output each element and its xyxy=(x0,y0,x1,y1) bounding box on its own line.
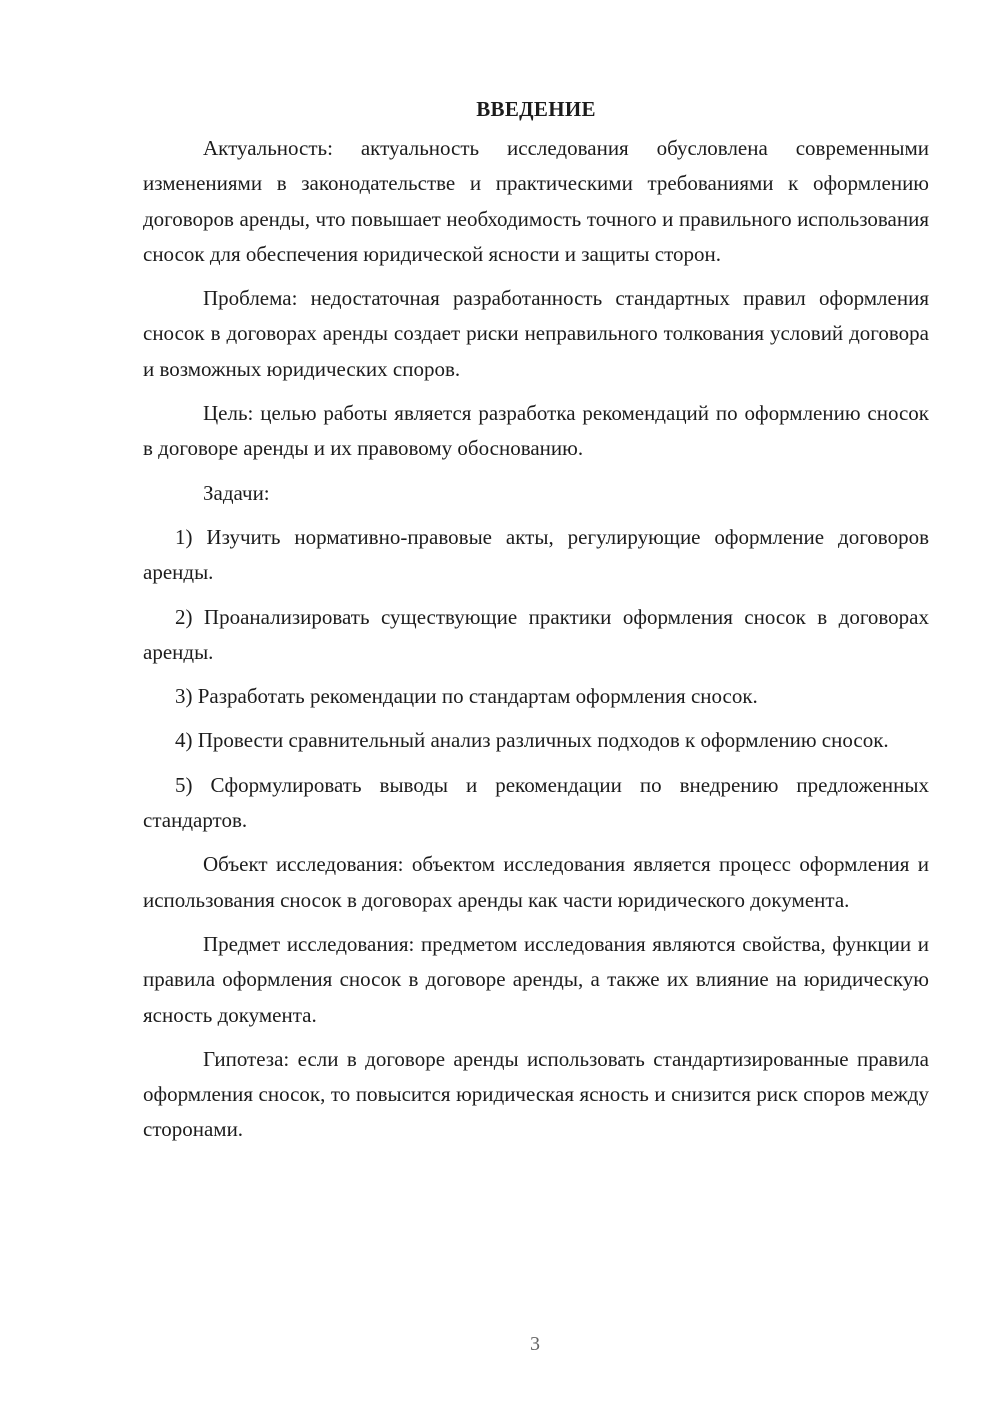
task-item-2: 2) Проанализировать существующие практики оформления сносок в договорах аренды. xyxy=(143,604,929,664)
task-item-3: 3) Разработать рекомендации по стандартам оформления сносок. xyxy=(175,684,758,709)
paragraph-relevance: Актуальность: актуальность исследования обусловлена современными изменениями в законодательстве и практическими требованиями к оформлению договоров аренды, что повышает необходимость точного и правильного использования сносок для обеспечения юридической ясности и защиты сторон. xyxy=(143,136,929,266)
paragraph-tasks-heading: Задачи: xyxy=(203,480,270,505)
paragraph-subject: Предмет исследования: предметом исследования являются свойства, функции и правила оформления сносок в договоре аренды, а также их влияние на юридическую ясность документа. xyxy=(143,931,929,1027)
page-number: 3 xyxy=(530,1333,540,1355)
page-content xyxy=(143,92,929,1157)
paragraph-object: Объект исследования: объектом исследования является процесс оформления и использования сносок в договорах аренды как части юридического документа. xyxy=(143,852,929,912)
section-title: ВВЕДЕНИЕ xyxy=(476,97,596,121)
task-item-4: 4) Провести сравнительный анализ различных подходов к оформлению сносок. xyxy=(175,728,889,753)
paragraph-hypothesis: Гипотеза: если в договоре аренды использовать стандартизированные правила оформления сносок, то повысится юридическая ясность и снизится риск споров между сторонами. xyxy=(143,1046,929,1142)
task-item-5: 5) Сформулировать выводы и рекомендации по внедрению предложенных стандартов. xyxy=(143,772,929,833)
paragraph-goal: Цель: целью работы является разработка рекомендаций по оформлению сносок в договоре аренды и их правовому обоснованию. xyxy=(143,401,929,461)
task-item-1: 1) Изучить нормативно-правовые акты, регулирующие оформление договоров аренды. xyxy=(143,524,929,585)
paragraph-problem: Проблема: недостаточная разработанность стандартных правил оформления сносок в договорах аренды создает риски неправильного толкования условий договора и возможных юридических споров. xyxy=(143,286,929,381)
